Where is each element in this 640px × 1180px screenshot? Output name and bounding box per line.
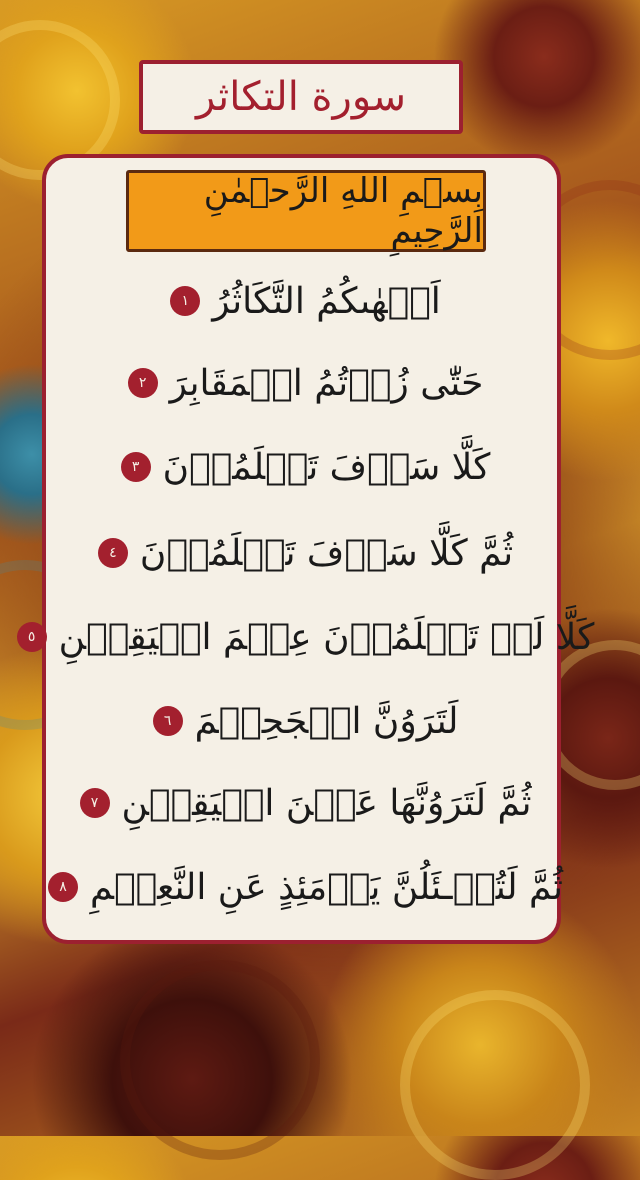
verse-text: ثُمَّ كَلَّا سَوۡفَ تَعۡلَمُوۡنَ <box>139 532 514 574</box>
surah-title-box <box>139 60 463 134</box>
basmala: بِسۡمِ اللهِ الرَّحۡمٰنِ الرَّحِيمِ <box>203 171 483 251</box>
verse-text: كَلَّا لَوۡ تَعۡلَمُوۡنَ عِلۡمَ الۡيَقِيۡنِ <box>58 616 595 658</box>
verse-number-badge: ١ <box>170 286 200 316</box>
basmala-box <box>126 170 486 252</box>
verse-row <box>46 518 565 588</box>
verse-text: كَلَّا سَوۡفَ تَعۡلَمُوۡنَ <box>162 446 491 488</box>
verse-number-badge: ٨ <box>48 872 78 902</box>
verse-row <box>46 348 565 418</box>
verse-row <box>46 686 565 756</box>
verse-row <box>46 852 565 922</box>
verse-row <box>27 602 595 672</box>
verse-number-badge: ٤ <box>98 538 128 568</box>
verse-row <box>46 768 565 838</box>
verses-card <box>27 154 595 944</box>
verse-number-badge: ٥ <box>17 622 47 652</box>
verse-text: ثُمَّ لَتَرَوُنَّهَا عَيۡنَ الۡيَقِيۡنِ <box>121 782 532 824</box>
background-swirl <box>400 990 590 1180</box>
verse-text: حَتّٰى زُرۡتُمُ الۡمَقَابِرَ <box>169 362 484 404</box>
verse-text: ثُمَّ لَتُسۡـئَلُنَّ يَوۡمَئِذٍ عَنِ النَّعِيۡمِ <box>89 866 564 908</box>
verse-number-badge: ٦ <box>153 706 183 736</box>
surah-title: سورة التكاثر <box>195 74 407 120</box>
verse-row <box>46 266 565 336</box>
verse-number-badge: ٢ <box>128 368 158 398</box>
background-swirl <box>120 960 320 1160</box>
verse-number-badge: ٧ <box>80 788 110 818</box>
verse-number-badge: ٣ <box>121 452 151 482</box>
verse-text: اَلۡهٰىكُمُ التَّكَاثُرُ <box>212 280 441 322</box>
verse-row <box>46 432 565 502</box>
verse-text: لَتَرَوُنَّ الۡجَحِيۡمَ <box>194 700 459 742</box>
